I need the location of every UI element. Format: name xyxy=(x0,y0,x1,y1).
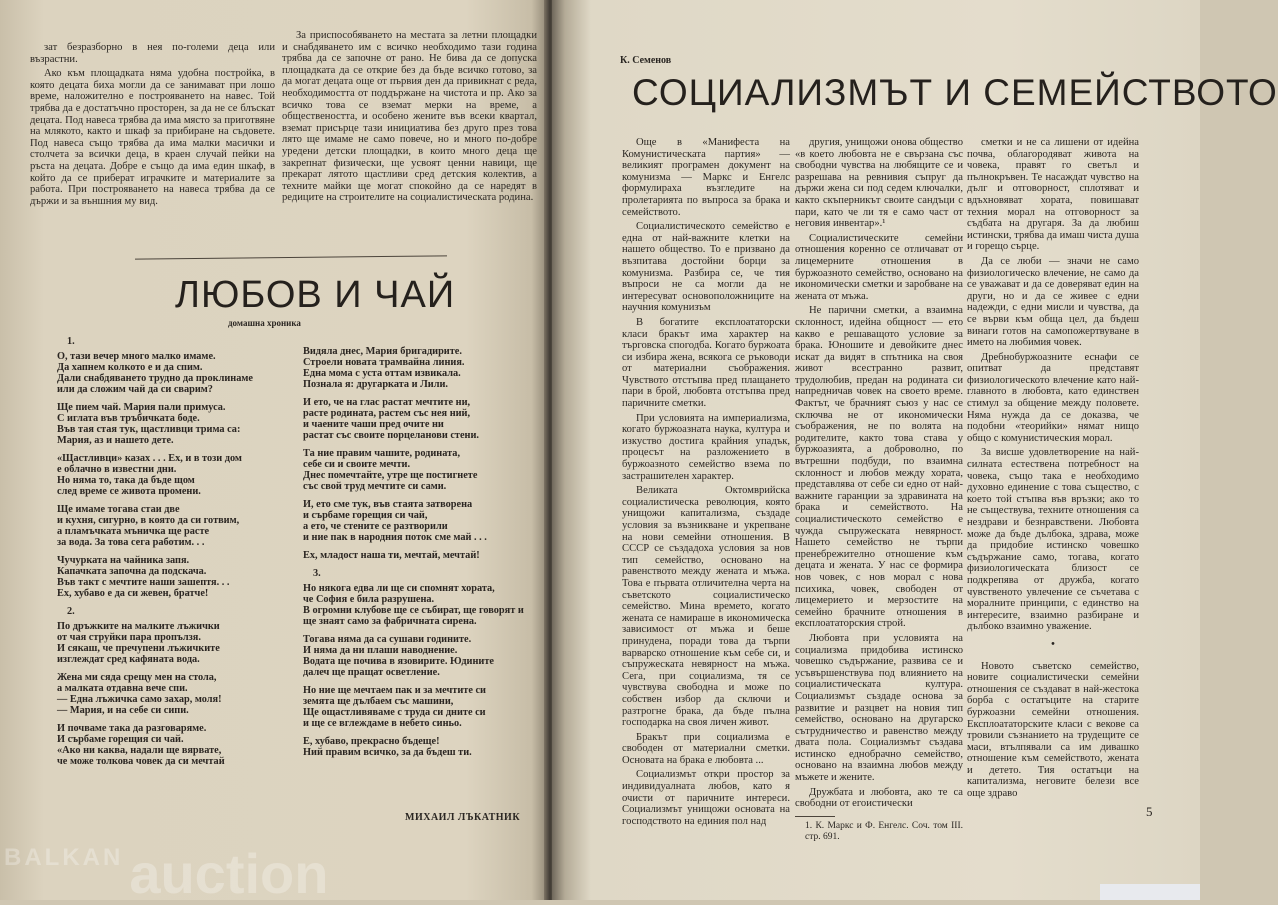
watermark-line1: BALKAN xyxy=(4,844,124,871)
poem-stanza xyxy=(303,448,503,492)
footnote-rule xyxy=(795,816,835,817)
poem-stanza xyxy=(57,453,257,497)
poem-line: Една мома с уста оттам извикала. xyxy=(303,368,461,379)
poem-line: Познала я: другарката и Лили. xyxy=(303,379,449,390)
poem-line: «Щастливци» казах . . . Ех, и в този дом xyxy=(57,453,242,464)
paragraph: Не парични сметки, а взаимна склонност, идейна общност — ето какво е решаващото условие за брака. Юношите и девойките днес искат да видят в спътника на своя живот всестранно развит, трудолюбив, предан на родината си напредничав човек на своето време. Фактът, че брачният съюз у нас се сключва не от икономически съображения, не по волята на родителите, както това става у буржоазията, а доброволно, по вътрешни подбуди, по взаимна склонност и любов между хората, представлява от себе си едно от най-важните гаранции за здравината на брака и семейството. На социалистическото семейство е чужда съпружеската невярност. Нашето семейство не търпи пренебрежително отношение към децата и жената. У нас се формира нов човек, с нов морал с нова психика, човек, свободен от лицемерието и мерзостите на семейно брачните отношения в експлоататорския строй. xyxy=(795,305,963,630)
poem-left-column xyxy=(57,334,257,774)
table-surface xyxy=(1100,884,1200,900)
poem-line: Капачката започна да подскача. xyxy=(57,566,207,577)
poem-line: е облачно в известни дни. xyxy=(57,464,177,475)
paragraph: Дребнобуржоазните еснафи се опитват да представят физиологическото влечение като най-главното в любовта, като единствен стимул за общение между половете. Няма нужда да се доказва, че подобни «теорийки» нямат нищо общо с комунистическия морал. xyxy=(967,351,1139,444)
poem-line: Ще имаме тогава стаи две xyxy=(57,504,180,515)
poem-line: а ето, че стените се разтворили xyxy=(303,521,448,532)
poem-line: за вода. За това сега работим. . . xyxy=(57,537,205,548)
poem-line: със свой труд мечтите си сами. xyxy=(303,481,447,492)
poem-stanza xyxy=(303,583,524,627)
article-col2-body xyxy=(795,137,963,810)
poem-stanza xyxy=(303,550,503,561)
poem-line: В огромни клубове ще се събират, ще говорят и xyxy=(303,605,524,616)
poem-line: И сякаш, че пречупени лъжичките xyxy=(57,643,220,654)
poem-line: и чаените чаши пред очите ни xyxy=(303,419,444,430)
poem-line: Мария, аз и нашето дете. xyxy=(57,435,174,446)
article-title: СОЦИАЛИЗМЪТ И СЕМЕЙСТВОТО xyxy=(632,72,1278,113)
top-article-col2 xyxy=(282,30,537,230)
paragraph: Дружбата и любовта, ако те са свободни от егоистически xyxy=(795,786,963,810)
poem-line: изглеждат сред кафяната вода. xyxy=(57,654,200,665)
poem-line: Днес помечтайте, утре ще постигнете xyxy=(303,470,478,481)
poem-line: Жена ми сяда срещу мен на стола, xyxy=(57,672,217,683)
page-number: 5 xyxy=(1146,804,1153,819)
poem-line: а малката отдавна вече спи. xyxy=(57,683,188,694)
article-col3-body-end xyxy=(967,661,1139,800)
watermark-line2: auction xyxy=(129,842,329,905)
poem-stanza xyxy=(303,736,503,758)
paragraph: Ако към площадката няма удобна постройка, в която децата биха могли да се занимават при лошо време, наложително е построяването на навес. Той трябва да е достатъчно просторен, за да не се блъскат децата. Под навеса трябва да има място за приготвяне на млякото, както и шкаф за прибиране на съдовете. Под навеса също трябва да има малки масички и столчета за всички деца, в краен случай пейки на ръста на децата. Добре е също да има един шкаф, в който да се приберат играчките и материалите за работа. При построяването на навеса трябва да се държи и за външния му вид. xyxy=(30,68,275,207)
poem-line: Ний правим всичко, за да бъдеш ти. xyxy=(303,747,472,758)
poem-stanza xyxy=(57,504,257,548)
top-article-col1 xyxy=(30,42,275,260)
poem-line: Да хапнем колкото е и да спим. xyxy=(57,362,203,373)
poem-line: че София е била разрушена. xyxy=(303,594,435,605)
paragraph: Още в «Манифеста на Комунистическата партия» — великият програмен документ на комунизма — Маркс и Енгелс формулираха възгледите на пролетарията по въпроса за брака и семейството. xyxy=(622,137,790,218)
poem-stanza xyxy=(57,672,257,716)
poem-line: И, ето сме тук, във стаята затворена xyxy=(303,499,473,510)
poem-stanza xyxy=(57,555,257,599)
poem-line: и ще се вглеждаме в небето синьо. xyxy=(303,718,462,729)
poem-line: или да сложим чай да си сварим? xyxy=(57,384,213,395)
poem-line: Тогава няма да са сушави годините. xyxy=(303,634,472,645)
poem-line: Ще пием чай. Мария пали примуса. xyxy=(57,402,226,413)
poem-stanza xyxy=(303,397,503,441)
poem-line: Във такт с мечтите наши зашептя. . . xyxy=(57,577,230,588)
poem-line: ще знаят само за фабричната сирена. xyxy=(303,616,477,627)
article-col1 xyxy=(622,137,790,863)
poem-line: И ето, че на глас растат мечтите ни, xyxy=(303,397,471,408)
poem-stanza xyxy=(303,685,503,729)
poem-line: Чучурката на чайника запя. xyxy=(57,555,190,566)
poem-line: Ще ощастливяваме с труда си дните си xyxy=(303,707,486,718)
paragraph: сметки и не са лишени от идейна почва, облагородяват живота на човека, правят го светъл и пълнокръвен. Те насаждат чувство на дълг и отговорност, сплотяват и вдъхновяват хората, повишават техния морал на отговорност за съдбата на другаря. За да любиш истински, трябва да имаш чиста душа и горещо сърце. xyxy=(967,137,1139,253)
poem-line: Строели новата трамвайна линия. xyxy=(303,357,465,368)
paragraph: Новото съветско семейство, новите социалистически семейни отношения се създават в най-жестока борба с остатъците на старите буржоазни семейни отношения. Експлоататорските класи с векове са тровили съзнанието на трудещите се маси, втълпявали са им дивашко отношение към семейството, жената и детето. Тия остатъци на капитализма, неговите белези все още здраво xyxy=(967,660,1139,800)
paragraph: За приспособяването на местата за летни площадки и снабдяването им с всичко необходимо тази година трябва да се започне от рано. Не бива да се допуска площадката да се открие без да бъде всичко готово, за да могат децата още от първия ден да привикнат с реда, необходимостта от поддържане на чистота и пр. Ако за всичко това се вземат мерки на време, а обществеността, и особено жените във всеки квартал, вземат присърце тази инициатива без друго през това лято ще имаме не само повече, но и много по-добре уредени детски площадки, в които много деца ще закрепнат физически, ще усвоят ценни навици, ще прекарат лятото щастливи сред детския колектив, а техните майки ще могат спокойно да се наредят в редиците на строителите на социалистическата родина. xyxy=(282,30,537,204)
poem-line: а пламъчката мъничка ще расте xyxy=(57,526,210,537)
paragraph: В богатите експлоататорски класи бракът има характер на търговска спогодба. Когато буржоата си избира жена, всякога се ръководи от материални съображения. Чувството отстъпва пред плащането пари в брой, любовта отстъпва пред паричните сметки. xyxy=(622,316,790,410)
poem-line: Ех, младост наша ти, мечтай, мечтай! xyxy=(303,550,480,561)
poem-title: ЛЮБОВ И ЧАЙ xyxy=(175,274,456,316)
paragraph: другия, унищожи онова общество «в което любовта не е свързана със свободни чувства на любящите се и разрешава на ревнивия съпруг да държи жена си под седем ключалки, както скъперникът своите сандъци с пари, като че ли тя е само част от неговия инвентар».¹ xyxy=(795,137,963,230)
article-col3 xyxy=(967,137,1139,857)
poem-stanza xyxy=(303,634,503,678)
poem-line: Но някога едва ли ще си спомнят хората, xyxy=(303,583,495,594)
poem-line: от чая струйки пара пропълзя. xyxy=(57,632,201,643)
poem-stanza xyxy=(57,402,257,446)
poem-line: Но няма то, така да бъде щом xyxy=(57,475,195,486)
poem-line: след време се живота промени. xyxy=(57,486,201,497)
poem-line: Но ние ще мечтаем пак и за мечтите си xyxy=(303,685,486,696)
poem-line: себе си и своите мечти. xyxy=(303,459,411,470)
article-author: К. Семенов xyxy=(620,55,672,66)
poem-stanza xyxy=(303,346,503,390)
stanza-number: 3. xyxy=(313,568,321,579)
poem-line: И няма да ни плаши наводнение. xyxy=(303,645,458,656)
poem-line: Във тая стая тук, щастливци трима са: xyxy=(57,424,241,435)
paragraph: Социалистическите семейни отношения коренно се отличават от лицемерните отношения в буржоазното семейство, основано на икономически сметки и заробване на жената от мъжа. xyxy=(795,232,963,302)
poem-line: Ех, хубаво е да си жевен, братче! xyxy=(57,588,209,599)
stanza-number: 2. xyxy=(67,606,75,617)
right-page xyxy=(552,0,1278,900)
section-break-dot: • xyxy=(1051,638,1055,650)
paragraph: Да се люби — значи не само физиологическо влечение, не само да се уважават и да се доверяват един на други, но и да се живее с едни надежди, с едни мисли и чувства, да се върви към обща цел, да бъдеш винаги готов на самопожертвуване в името на любимия човек. xyxy=(967,255,1139,349)
poem-line: Видяла днес, Мария бригадирите. xyxy=(303,346,462,357)
paragraph: Бракът при социализма е свободен от материални сметки. Основата на брака е любовта ... xyxy=(622,731,790,766)
poem-line: С иглата във тръбичката боде. xyxy=(57,413,200,424)
poem-line: И сърбаме горещия си чай. xyxy=(57,734,184,745)
poem-line: Е, хубаво, прекрасно бъдеще! xyxy=(303,736,440,747)
poem-line: и ние пак в народния поток сме май . . . xyxy=(303,532,487,543)
poem-stanza xyxy=(57,723,257,767)
stanza-number: 1. xyxy=(67,336,75,347)
paragraph: За висше удовлетворение на най-силната естествена потребност на човека, също така е необходимо духовно единение с това същество, с което той стъпва във връзки; ако то не съществува, техните отношения са нездрави и безнравствени. Любовта може да бъде дълбока, здрава, може да придобие истинско човешко съдържание само, тогава, когато физиологическата близост се подкрепява от дружба, когато чувственото увлечение се съчетава с моралните принципи, с единство на интересите, взаимно разбиране и дълбоко взаимно уважение. xyxy=(967,447,1139,633)
poem-line: Водата ще почива в язовирите. Юдините xyxy=(303,656,494,667)
poem-stanza xyxy=(57,621,257,665)
poem-line: растат със своите порцеланови стени. xyxy=(303,430,479,441)
paragraph: Социалистическото семейство е една от най-важните клетки на нашето общество. То е призвано да възпитава достойни борци за комунизма. Разбира се, че тия въпроси не са могли да не интересуват основоположниците на научния комунизъм xyxy=(622,221,790,314)
article-col3-body xyxy=(967,137,1139,633)
poem-line: «Ако ни каква, надали ще вярвате, xyxy=(57,745,222,756)
poem-line: Дали снабдяването трудно да проклинаме xyxy=(57,373,253,384)
poem-line: че може толкова човек да си мечтай xyxy=(57,756,225,767)
poem-subtitle: домашна хроника xyxy=(228,318,301,328)
article-col2 xyxy=(795,137,963,867)
poem-stanza xyxy=(303,499,503,543)
poem-line: Та ние правим чашите, родината, xyxy=(303,448,461,459)
poem-line: — Една лъжичка само захар, моля! xyxy=(57,694,222,705)
poem-line: и кухня, сигурно, в която да си готвим, xyxy=(57,515,240,526)
poem-line: О, тази вечер много малко имаме. xyxy=(57,351,216,362)
paragraph: Социализмът откри простор за индивидуалната любов, като я очисти от паричните интереси. Социализмът унищожи основата на господството на единия пол над xyxy=(622,769,790,827)
poem-line: И почваме така да разговаряме. xyxy=(57,723,207,734)
poem-line: далеч ще пращат осветление. xyxy=(303,667,440,678)
poem-line: и сърбаме горещия си чай, xyxy=(303,510,428,521)
poem-right-column xyxy=(303,346,524,765)
poem-line: расте родината, растем със нея ний, xyxy=(303,408,471,419)
poem-line: земята ще дълбаем със машини, xyxy=(303,696,454,707)
poem-line: — Мария, и на себе си сипи. xyxy=(57,705,189,716)
poem-line: По дръжките на малките лъжички xyxy=(57,621,220,632)
paragraph: зат безразборно в нея по-големи деца или възрастни. xyxy=(30,42,275,65)
poem-stanza xyxy=(57,351,257,395)
poem-author: МИХАИЛ ЛЪКАТНИК xyxy=(405,812,521,823)
paragraph: При условията на империализма, когато буржоазната наука, култура и изкуство достига крайния упадък, процесът на разложението в буржоазното семейство взема по застрашителен характер. xyxy=(622,412,790,482)
paragraph: Любовта при условията на социализма придобива истинско човешко съдържание, развива се и усъвършенствува под влиянието на социалистическата култура. Социализмът създаде основа за развитие и разцвет на новия тип семейство, основано на другарско сътрудничество и равенство между двата пола. Социализмът създава истинско еднобрачно семейство, основано на взаимна любов между мъжете и жените. xyxy=(795,632,963,784)
footnote: 1. К. Маркс и Ф. Енгелс. Соч. том III. стр. 691. xyxy=(805,820,963,842)
watermark-logo xyxy=(4,842,329,905)
left-page xyxy=(0,0,548,905)
paragraph: Великата Октомврийска социалистическа революция, която унищожи капитализма, създаде условия за възникване и укрепване на нови семейни отношения. В СССР се създадоха условия за нов тип семейство, основано на равенството между жената и мъжа. Това е първата отличителна черта на съветското социалистическо семейство. Мина времето, когато жената се намираше в икономическа зависимост от мъжа и беше принудена, поради това да търпи варварско отношение към себе си, и съпружеската невярност на мъжа. Сега, при социализма, тя се чувствува свободна и може по собствен избор да сключи и разтрогне брака, да бъде пълна господарка на своя личен живот. xyxy=(622,485,790,729)
